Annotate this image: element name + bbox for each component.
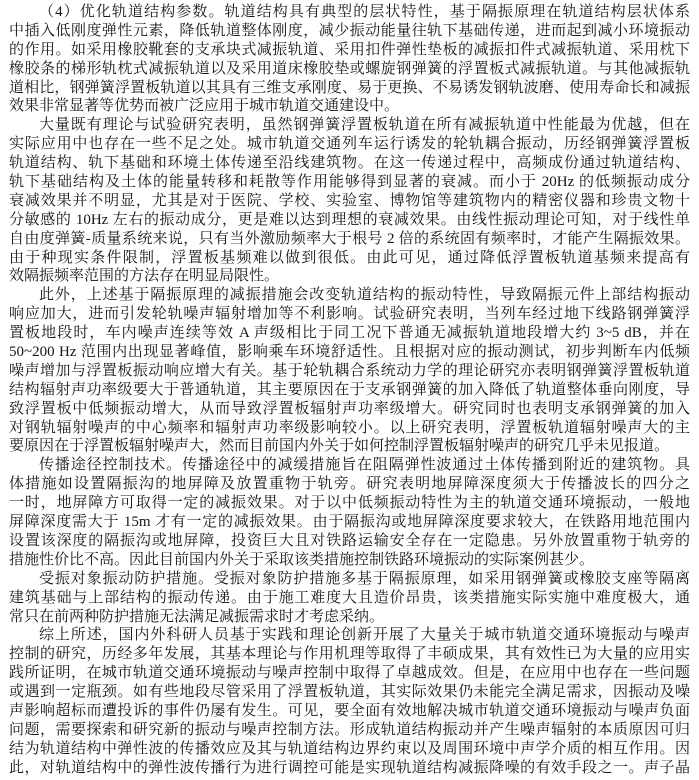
paragraph <box>9 456 699 569</box>
text-line: 对钢轨辐射噪声的中心频率和辐射声功率级影响较小。以上研究表明，浮置板轨道辐射噪声大的主 <box>9 419 690 436</box>
text-line: 或遇到一定瓶颈。如有些地段尽管采用了浮置板轨道，其实际效果仍未能完全满足需求，因振动及噪 <box>9 684 690 701</box>
text-line: 大量既有理论与试验研究表明，虽然钢弹簧浮置板轨道在所有减振轨道中性能最为优越，但在 <box>39 117 690 134</box>
text-line: 屏障深度需大于 15m 才有一定的减振效果。由于隔振沟或地屏障深度要求较大，在铁路用地范围内 <box>9 514 690 531</box>
text-line: 道相比，钢弹簧浮置板轨道以其具有三维支承刚度、易于更换、不易诱发钢轨波磨、使用寿命长和减振 <box>9 79 690 96</box>
text-line: 体措施如设置隔振沟的地屏障及放置重物于轨旁。研究表明地屏障深度须大于传播波长的四分之 <box>9 476 690 493</box>
text-line: 自由度弹簧-质量系统来说，只有当外激励频率大于根号 2 倍的系统固有频率时，才能产生隔振效果。 <box>9 230 690 247</box>
text-line: 综上所述，国内外科研人员基于实践和理论创新开展了大量关于城市轨道交通环境振动与噪声 <box>39 627 690 644</box>
paragraph <box>9 626 699 777</box>
text-line: 控制的研究，历经多年发展，其基本理论与作用机理等取得了丰硕成果，其有效性已为大量的应用实 <box>9 646 690 663</box>
text-line: 践所证明，在城市轨道交通环境振动与噪声控制中取得了卓越成效。但是，在应用中也存在一些问题 <box>9 665 690 682</box>
text-line: （4）优化轨道结构参数。轨道结构具有典型的层状特性，基于隔振原理在轨道结构层状体系 <box>39 4 690 20</box>
text-line: 要原因在于浮置板辐射噪声大，然而目前国内外关于如何控制浮置板辐射噪声的研究几乎未见报道。 <box>9 438 670 455</box>
paragraph <box>9 3 699 116</box>
text-line: 由于种现实条件限制，浮置板基频难以做到很低。由此可见，通过降低浮置板轨道基频来提高有 <box>9 249 690 266</box>
text-line: 受振对象振动防护措施。受振对象防护措施多基于隔振原理，如采用钢弹簧或橡胶支座等隔离 <box>39 570 690 587</box>
text-line: 衰减效果并不明显，尤其是对于医院、学校、实验室、博物馆等建筑物内的精密仪器和珍贵文物十 <box>9 192 690 209</box>
text-line: 实际应用中也存在一些不足之处。城市轨道交通列车运行诱发的轮轨耦合振动，历经钢弹簧浮置板 <box>9 136 690 153</box>
text-line: 建筑基础与上部结构的振动传递。由于施工难度大且造价昂贵，该类措施实际实施中难度极大，通 <box>9 589 690 606</box>
text-line: 问题，需要探索和研究新的振动与噪声控制方法。形成轨道结构振动并产生噪声辐射的本质原因可归 <box>9 721 690 738</box>
text-line: 一时，地屏障方可取得一定的减振效果。对于以中低频振动特性为主的轨道交通环境振动，一般地 <box>9 495 690 512</box>
text-line: 设置该深度的隔振沟或地屏障，投资巨大且对铁路运输安全存在一定隐患。另外放置重物于轨旁的 <box>9 532 690 549</box>
text-line: 措施性价比不高。因此目前国内外关于采取该类措施控制铁路环境振动的实际案例甚少。 <box>9 551 595 568</box>
text-line: 50~200 Hz 范围内出现显著峰值，影响乘车环境舒适性。且根据对应的振动测试，初步判断车内低频 <box>9 344 690 361</box>
text-line: 噪声增加与浮置板振动响应增大有关。基于轮轨耦合系统动力学的理论研究亦表明钢弹簧浮置板轨道 <box>9 362 690 379</box>
text-line: 的作用。如采用橡胶靴套的支承块式减振轨道、采用扣件弹性垫板的减振扣件式减振轨道、采用枕下 <box>9 41 690 58</box>
text-line: 轨下基础结构及土体的能量转移和耗散等作用能够得到显著的衰减。而小于 20Hz 的低频振动成分 <box>9 174 690 191</box>
text-line: 橡胶条的梯形轨枕式减振轨道以及采用道床橡胶垫或螺旋钢弹簧的浮置板式减振轨道。与其他减振轨 <box>9 60 690 77</box>
paragraph <box>9 116 699 286</box>
text-line: 置板地段时，车内噪声连续等效 A 声级相比于同工况下普通无减振轨道地段增大约 3~5 dB，并在 <box>9 325 690 342</box>
text-line: 效隔振频率范围的方法存在明显局限性。 <box>9 268 280 285</box>
text-line: 此外，上述基于隔振原理的减振措施会改变轨道结构的振动特性，导致隔振元件上部结构振动 <box>39 287 690 304</box>
paragraph <box>9 570 699 627</box>
text-line: 轨道结构、轨下基础和环境土体传递至沿线建筑物。在这一传递过程中，高频成份通过轨道结构、 <box>9 155 690 172</box>
text-line: 结为轨道结构中弹性波的传播效应及其与轨道结构边界约束以及周围环境中声学介质的相互作用。因 <box>9 740 690 757</box>
text-line: 中插入低刚度弹性元素，降低轨道整体刚度，减少振动能量往轨下基础传递，进而起到减小环境振动 <box>9 22 690 39</box>
text-line: 此，对轨道结构中的弹性波传播行为进行调控可能是实现轨道结构减振降噪的有效手段之一。声子晶 <box>9 759 690 776</box>
text-line: 响应加大，进而引发轮轨噪声辐射增加等不利影响。试验研究表明，当列车经过地下线路钢弹簧浮 <box>9 306 690 323</box>
paragraph <box>9 286 699 456</box>
text-line: 常只在前两种防护措施无法满足减振需求时才考虑采纳。 <box>9 608 385 625</box>
text-line: 致浮置板中低频振动增大，从而导致浮置板辐射声功率级增大。研究同时也表明支承钢弹簧的加入 <box>9 400 690 417</box>
text-line: 结构辐射声功率级要大于普通轨道，其主要原因在于支承钢弹簧的加入降低了轨道整体垂向刚度，导 <box>9 381 690 398</box>
text-line: 分敏感的 10Hz 左右的振动成分，更是难以达到理想的衰减效果。由线性振动理论可知，对于线性单 <box>9 211 690 228</box>
text-line: 传播途径控制技术。传播途径中的减缓措施旨在阻隔弹性波通过土体传播到附近的建筑物。具 <box>39 457 690 474</box>
text-line: 声影响超标而遭投诉的事件仍屡有发生。可见，要全面有效地解决城市轨道交通环境振动与噪声负面 <box>9 702 690 719</box>
text-line: 效果非常显著等优势而被广泛应用于城市轨道交通建设中。 <box>9 98 400 115</box>
